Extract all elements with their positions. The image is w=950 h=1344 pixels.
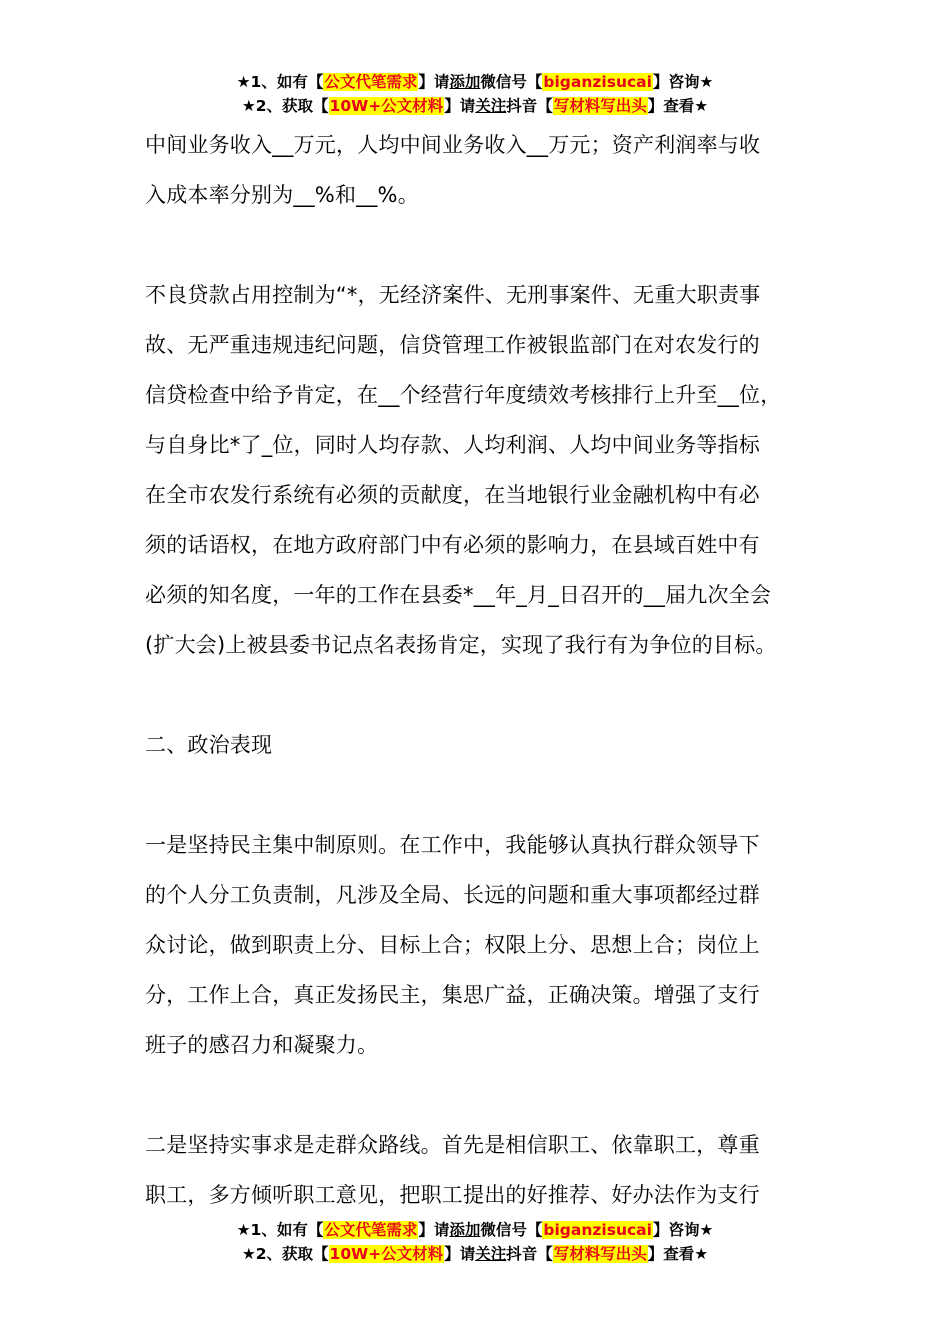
text-line: 职工，多方倾听职工意见，把职工提出的好推荐、好办法作为支行 (145, 1183, 760, 1207)
document-body (145, 120, 845, 1220)
banner-text: 】咨询★ (652, 1221, 714, 1239)
text-line: 信贷检查中给予肯定，在__个经营行年度绩效考核排行上升至__位， (145, 383, 782, 407)
banner-text: ★1、如有【 (236, 1221, 324, 1239)
banner-text: 】咨询★ (652, 73, 714, 91)
paragraph-gap (145, 1070, 845, 1120)
text-line: 入成本率分别为__%和__%。 (145, 183, 419, 207)
banner-highlight: 公文代笔需求 (324, 73, 418, 91)
footer-banner (0, 1218, 950, 1266)
section-heading (145, 720, 845, 770)
text-line: 班子的感召力和凝聚力。 (145, 1033, 379, 1057)
banner-text: ★2、获取【 (241, 97, 329, 115)
text-line: 分，工作上合，真正发扬民主，集思广益，正确决策。增强了支行 (145, 983, 760, 1007)
header-banner (0, 70, 950, 118)
banner-highlight: 10W+公文材料 (329, 97, 444, 115)
paragraph-gap (145, 220, 845, 270)
banner-underlined-text: 添加 (449, 1221, 481, 1239)
banner-text: 】请 (444, 1245, 476, 1263)
banner-underlined-text: 关注 (475, 1245, 507, 1263)
banner-text: ★2、获取【 (241, 1245, 329, 1263)
banner-line-1 (0, 70, 950, 94)
banner-line-2 (0, 1242, 950, 1266)
banner-highlight: 10W+公文材料 (329, 1245, 444, 1263)
banner-line-2 (0, 94, 950, 118)
paragraph (145, 1120, 845, 1220)
banner-text: 抖音【 (506, 1245, 553, 1263)
text-line: 一是坚持民主集中制原则。在工作中，我能够认真执行群众领导下 (145, 833, 760, 857)
banner-text: 】请 (444, 97, 476, 115)
text-line: 的个人分工负责制，凡涉及全局、长远的问题和重大事项都经过群 (145, 883, 760, 907)
paragraph-gap (145, 670, 845, 720)
text-line: 中间业务收入__万元，人均中间业务收入__万元；资产利润率与收 (145, 133, 761, 157)
text-line: 故、无严重违规违纪问题，信贷管理工作被银监部门在对农发行的 (145, 333, 760, 357)
banner-text: 微信号【 (480, 73, 543, 91)
text-line: 与自身比*了_位，同时人均存款、人均利润、人均中间业务等指标 (145, 433, 760, 457)
banner-highlight: 写材料写出头 (553, 1245, 647, 1263)
text-line: (扩大会)上被县委书记点名表扬肯定，实现了我行有为争位的目标。 (145, 633, 777, 657)
banner-text: 微信号【 (480, 1221, 543, 1239)
banner-line-1 (0, 1218, 950, 1242)
banner-highlight: biganzisucai (543, 1221, 652, 1239)
text-line: 众讨论，做到职责上分、目标上合；权限上分、思想上合；岗位上 (145, 933, 760, 957)
paragraph (145, 270, 845, 670)
banner-text: 】请 (418, 1221, 450, 1239)
banner-highlight: biganzisucai (543, 73, 652, 91)
paragraph-gap (145, 770, 845, 820)
banner-text: 】查看★ (647, 1245, 709, 1263)
banner-underlined-text: 关注 (475, 97, 507, 115)
heading-line: 二、政治表现 (145, 733, 273, 757)
text-line: 须的话语权，在地方政府部门中有必须的影响力，在县域百姓中有 (145, 533, 760, 557)
banner-text: 】请 (418, 73, 450, 91)
paragraph (145, 120, 845, 220)
banner-text: 抖音【 (506, 97, 553, 115)
banner-highlight: 写材料写出头 (553, 97, 647, 115)
banner-text: 】查看★ (647, 97, 709, 115)
banner-text: ★1、如有【 (236, 73, 324, 91)
banner-underlined-text: 添加 (449, 73, 481, 91)
banner-highlight: 公文代笔需求 (324, 1221, 418, 1239)
text-line: 在全市农发行系统有必须的贡献度，在当地银行业金融机构中有必 (145, 483, 760, 507)
text-line: 二是坚持实事求是走群众路线。首先是相信职工、依靠职工，尊重 (145, 1133, 760, 1157)
text-line: 必须的知名度，一年的工作在县委*__年_月_日召开的__届九次全会 (145, 583, 772, 607)
paragraph (145, 820, 845, 1070)
text-line: 不良贷款占用控制为“*，无经济案件、无刑事案件、无重大职责事 (145, 283, 761, 307)
